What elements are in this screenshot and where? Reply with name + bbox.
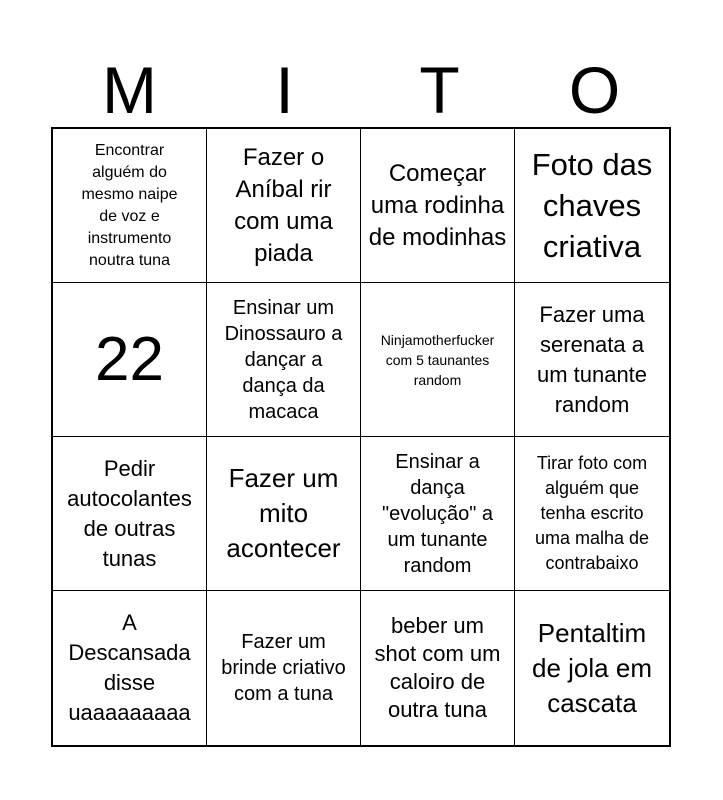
cell-text: beber um shot com um caloiro de outra tuna xyxy=(374,613,501,722)
bingo-cell[interactable] xyxy=(361,437,515,591)
cell-text: Ninjamotherfucker com 5 taunantes random xyxy=(380,331,495,388)
bingo-cell[interactable] xyxy=(207,283,361,437)
bingo-cell[interactable] xyxy=(207,437,361,591)
cell-text: Fazer uma serenata a um tunante random xyxy=(536,301,648,417)
bingo-cell[interactable] xyxy=(361,283,515,437)
header-letter-o: O xyxy=(568,53,621,127)
cell-text: Fazer um brinde criativo com a tuna xyxy=(221,631,346,705)
cell-text: Encontrar alguém do mesmo naipe de voz e instrumento noutra tuna xyxy=(81,141,178,269)
bingo-cell[interactable] xyxy=(53,283,207,437)
bingo-cell[interactable] xyxy=(515,283,669,437)
bingo-cell[interactable] xyxy=(53,129,207,283)
cell-text: A Descansada disse uaaaaaaaaa xyxy=(68,610,191,725)
cell-text: 22 xyxy=(95,324,164,394)
bingo-cell[interactable] xyxy=(207,129,361,283)
bingo-cell[interactable] xyxy=(515,437,669,591)
bingo-cell[interactable] xyxy=(515,591,669,745)
header-letter-m: M xyxy=(102,53,157,127)
bingo-cell[interactable] xyxy=(361,129,515,283)
bingo-card xyxy=(51,127,671,747)
bingo-cell[interactable] xyxy=(361,591,515,745)
cell-text: Foto das chaves criativa xyxy=(531,147,653,264)
header-letter-i: I xyxy=(275,53,294,127)
cell-text: Pentaltim de jola em cascata xyxy=(532,617,652,718)
cell-text: Pedir autocolantes de outras tunas xyxy=(67,455,192,571)
bingo-cell[interactable] xyxy=(515,129,669,283)
bingo-header xyxy=(52,55,672,125)
cell-text: Ensinar um Dinossauro a dançar a dança da macaca xyxy=(224,296,343,423)
cell-text: Começar uma rodinha de modinhas xyxy=(368,159,507,251)
cell-text: Fazer o Aníbal rir com uma piada xyxy=(234,143,333,267)
header-letter-t: T xyxy=(419,53,460,127)
cell-text: Tirar foto com alguém que tenha escrito uma malha de contrabaixo xyxy=(534,453,650,573)
bingo-cell[interactable] xyxy=(207,591,361,745)
cell-text: Fazer um mito acontecer xyxy=(226,463,341,563)
bingo-cell[interactable] xyxy=(53,437,207,591)
cell-text: Ensinar a dança "evolução" a um tunante random xyxy=(382,450,493,577)
bingo-cell[interactable] xyxy=(53,591,207,745)
